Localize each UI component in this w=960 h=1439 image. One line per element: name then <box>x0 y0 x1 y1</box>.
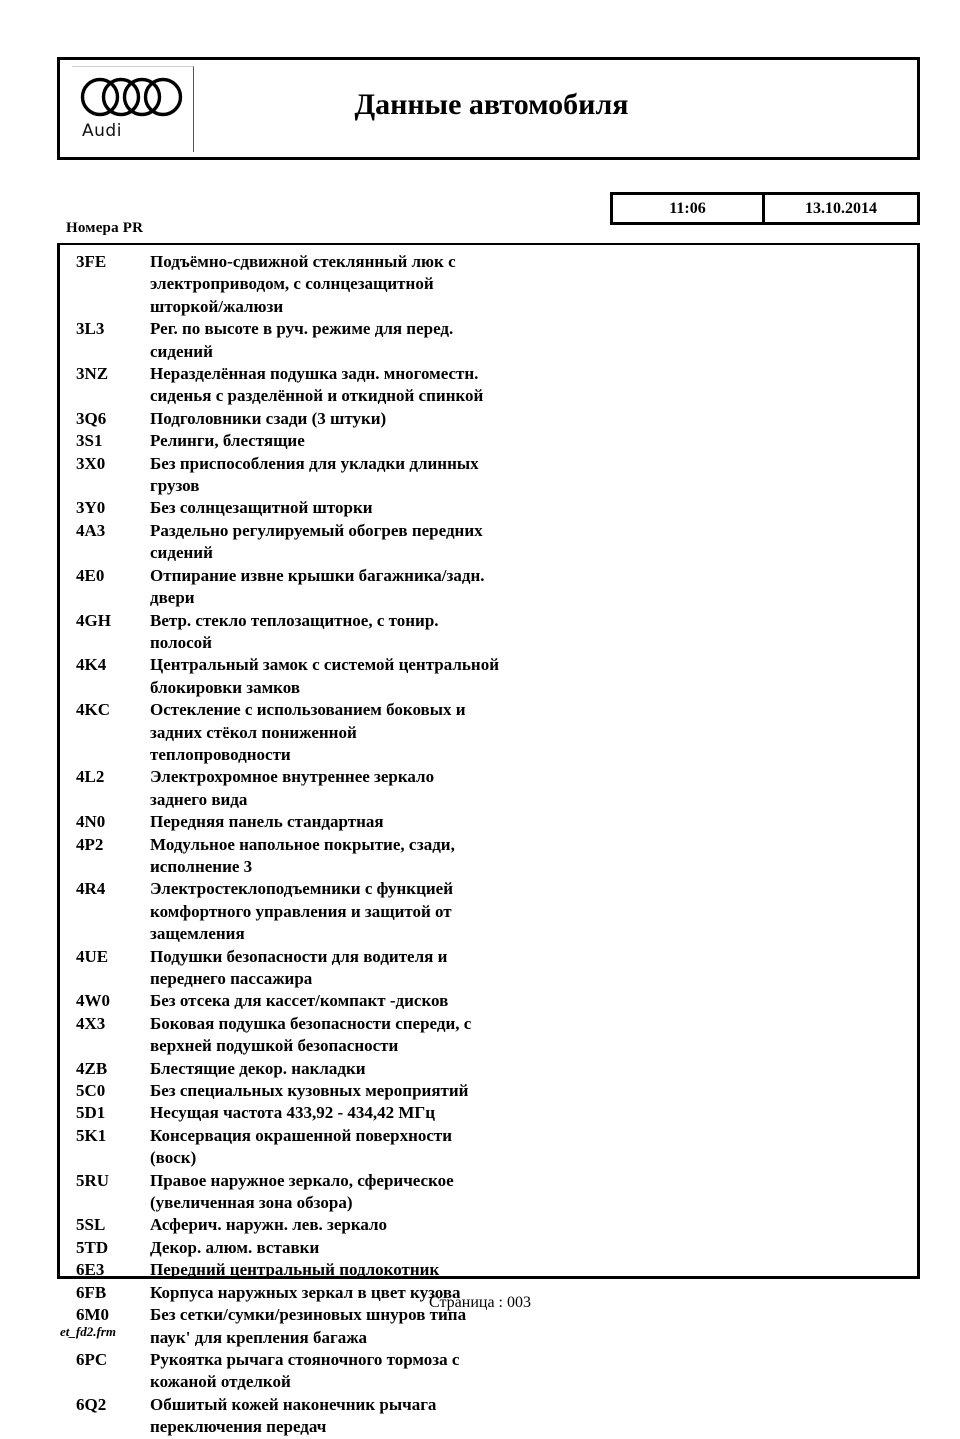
pr-description-line: Правое наружное зеркало, сферическое <box>150 1170 454 1190</box>
pr-description <box>150 654 917 699</box>
pr-description-line: полосой <box>150 632 212 652</box>
pr-description-line: Модульное напольное покрытие, сзади, <box>150 834 455 854</box>
pr-description-line: блокировки замков <box>150 677 300 697</box>
pr-description <box>150 1080 917 1102</box>
table-row <box>60 1102 917 1124</box>
pr-code: 4KC <box>76 700 110 720</box>
pr-description-line: сиденья с разделённой и откидной спинкой <box>150 386 484 406</box>
table-row <box>60 654 917 699</box>
pr-description-line: Подъёмно-сдвижной стеклянный люк с <box>150 252 456 271</box>
pr-description-line: переднего пассажира <box>150 969 313 988</box>
pr-description <box>150 878 917 945</box>
pr-description-line: исполнение 3 <box>150 856 253 876</box>
pr-code: 6PC <box>76 1349 108 1369</box>
pr-description-line: Асферич. наружн. лев. зеркало <box>150 1215 388 1235</box>
pr-code: 3L3 <box>76 319 105 339</box>
pr-code: 5SL <box>76 1215 106 1235</box>
pr-description-line: (увеличенная зона обзора) <box>150 1193 353 1213</box>
table-row <box>60 811 917 833</box>
pr-description-line: Без отсека для кассет/компакт -дисков <box>150 991 449 1011</box>
pr-description-line: Консервация окрашенной поверхности <box>150 1125 453 1145</box>
pr-description-line: Ветр. стекло теплозащитное, с тонир. <box>150 610 439 630</box>
pr-description-line: Без солнцезащитной шторки <box>150 498 373 518</box>
pr-code: 4L2 <box>76 767 105 787</box>
pr-description <box>150 1125 917 1170</box>
pr-description <box>150 430 917 452</box>
pr-description-line: Без приспособления для укладки длинных <box>150 453 479 473</box>
pr-description <box>150 318 917 363</box>
pr-description-line: комфортного управления и защитой от <box>150 901 452 921</box>
table-row <box>60 766 917 811</box>
pr-description-line: кожаной отделкой <box>150 1372 291 1392</box>
pr-code: 5K1 <box>76 1125 107 1145</box>
pr-code: 3NZ <box>76 364 109 384</box>
pr-code: 6FB <box>76 1282 107 1302</box>
table-row <box>60 520 917 565</box>
pr-description-line: грузов <box>150 476 200 496</box>
table-row <box>60 430 917 452</box>
pr-description-line: Без специальных кузовных мероприятий <box>150 1081 469 1101</box>
pr-description <box>150 1394 917 1439</box>
pr-code: 4K4 <box>76 655 107 675</box>
table-row <box>60 878 917 945</box>
pr-description-line: двери <box>150 588 195 608</box>
timestamp-box <box>610 192 920 225</box>
pr-description-line: Раздельно регулируемый обогрев передних <box>150 520 483 540</box>
table-row <box>60 1125 917 1170</box>
form-file-name: et_fd2.frm <box>60 1324 116 1339</box>
pr-code: 4X3 <box>76 1013 106 1033</box>
page-number: Страница : 003 <box>429 1294 531 1311</box>
pr-description-line: сидений <box>150 341 213 361</box>
pr-description <box>150 811 917 833</box>
print-date: 13.10.2014 <box>805 199 877 217</box>
pr-description <box>150 497 917 519</box>
pr-code: 3X0 <box>76 453 106 473</box>
table-row <box>60 251 917 318</box>
pr-description-line: Подушки безопасности для водителя и <box>150 946 448 966</box>
pr-description-line: Обшитый кожей наконечник рычага <box>150 1394 437 1414</box>
pr-description <box>150 1259 917 1281</box>
table-row <box>60 834 917 879</box>
pr-description-line: (воск) <box>150 1148 197 1168</box>
pr-code: 5TD <box>76 1237 109 1257</box>
table-row <box>60 497 917 519</box>
pr-description-line: Электрохромное внутреннее зеркало <box>150 767 435 787</box>
pr-description <box>150 1214 917 1236</box>
pr-description-line: паук' для крепления багажа <box>150 1327 368 1347</box>
pr-description-line: шторкой/жалюзи <box>150 296 284 316</box>
pr-description <box>150 520 917 565</box>
pr-description-line: Без сетки/сумки/резиновых шнуров типа <box>150 1305 467 1325</box>
pr-description-line: Передняя панель стандартная <box>150 812 384 832</box>
pr-description-line: Боковая подушка безопасности спереди, с <box>150 1013 472 1033</box>
table-row <box>60 408 917 430</box>
pr-description <box>150 1349 917 1394</box>
pr-description <box>150 363 917 408</box>
pr-description-line: Релинги, блестящие <box>150 431 305 451</box>
table-row <box>60 610 917 655</box>
pr-description <box>150 610 917 655</box>
table-row <box>60 363 917 408</box>
pr-code: 5C0 <box>76 1081 106 1101</box>
pr-code: 4N0 <box>76 812 106 832</box>
page-title: Данные автомобиля <box>354 88 629 121</box>
table-row <box>60 946 917 991</box>
pr-code: 3FE <box>76 252 107 271</box>
table-row <box>60 565 917 610</box>
table-row <box>60 1170 917 1215</box>
pr-description <box>150 1013 917 1058</box>
pr-description-line: Рег. по высоте в руч. режиме для перед. <box>150 319 454 339</box>
pr-numbers-heading: Номера PR <box>66 220 144 236</box>
pr-code: 3Y0 <box>76 498 106 518</box>
pr-description-line: Электростеклоподъемники с функцией <box>150 879 453 899</box>
pr-description-line: электроприводом, с солнцезащитной <box>150 274 434 294</box>
table-row <box>60 1013 917 1058</box>
pr-description-line: Центральный замок с системой центральной <box>150 655 499 675</box>
table-row <box>60 990 917 1012</box>
pr-code: 4GH <box>76 610 111 630</box>
print-time: 11:06 <box>613 195 765 222</box>
pr-description-line: Неразделённая подушка задн. многоместн. <box>150 364 479 384</box>
pr-description <box>150 408 917 430</box>
pr-description <box>150 946 917 991</box>
pr-code: 4UE <box>76 946 109 966</box>
pr-description-line: Корпуса наружных зеркал в цвет кузова <box>150 1282 461 1302</box>
document-title-bar <box>57 57 920 160</box>
table-row <box>60 1080 917 1102</box>
table-row <box>60 1237 917 1259</box>
pr-code: 5RU <box>76 1170 110 1190</box>
pr-code: 3Q6 <box>76 408 107 428</box>
pr-description-line: сидений <box>150 543 213 563</box>
pr-description <box>150 1170 917 1215</box>
pr-code: 6E3 <box>76 1260 105 1280</box>
pr-description-line: переключения передач <box>150 1417 327 1437</box>
pr-description <box>150 1102 917 1124</box>
pr-description <box>150 453 917 498</box>
pr-description-line: Блестящие декор. накладки <box>150 1058 366 1078</box>
pr-description-line: Подголовники сзади (3 штуки) <box>150 408 387 428</box>
table-row <box>60 453 917 498</box>
pr-description-line: заднего вида <box>150 789 248 809</box>
pr-code: 6M0 <box>76 1305 110 1325</box>
table-row <box>60 699 917 766</box>
pr-description-line: Несущая частота 433,92 - 434,42 МГц <box>150 1103 436 1123</box>
pr-description-line: Передний центральный подлокотник <box>150 1260 440 1280</box>
pr-code: 4A3 <box>76 520 106 540</box>
pr-description-line: Остекление с использованием боковых и <box>150 700 466 720</box>
table-row <box>60 1394 917 1439</box>
pr-description-line: верхней подушкой безопасности <box>150 1036 399 1056</box>
table-row <box>60 1349 917 1394</box>
pr-description <box>150 1237 917 1259</box>
table-row <box>60 1214 917 1236</box>
pr-code: 5D1 <box>76 1103 106 1123</box>
table-row <box>60 318 917 363</box>
pr-code: 4E0 <box>76 565 105 585</box>
pr-description-line: защемления <box>150 924 245 944</box>
table-row <box>60 1259 917 1281</box>
table-row <box>60 1058 917 1080</box>
pr-description <box>150 565 917 610</box>
pr-description <box>150 990 917 1012</box>
pr-code: 6Q2 <box>76 1394 107 1414</box>
brand-wordmark: Audi <box>82 121 122 141</box>
pr-description-line: Декор. алюм. вставки <box>150 1237 320 1257</box>
pr-description <box>150 251 917 318</box>
pr-code: 4P2 <box>76 834 104 854</box>
pr-description <box>150 699 917 766</box>
pr-code: 4W0 <box>76 991 110 1011</box>
pr-description <box>150 1058 917 1080</box>
pr-description <box>150 834 917 879</box>
pr-code: 4ZB <box>76 1058 108 1078</box>
pr-description-line: теплопроводности <box>150 744 291 764</box>
pr-description <box>150 766 917 811</box>
pr-description-line: Отпирание извне крышки багажника/задн. <box>150 565 485 585</box>
pr-description-line: задних стёкол пониженной <box>150 722 357 742</box>
pr-code: 4R4 <box>76 879 106 899</box>
pr-description-line: Рукоятка рычага стояночного тормоза с <box>150 1349 460 1369</box>
pr-code: 3S1 <box>76 431 103 451</box>
